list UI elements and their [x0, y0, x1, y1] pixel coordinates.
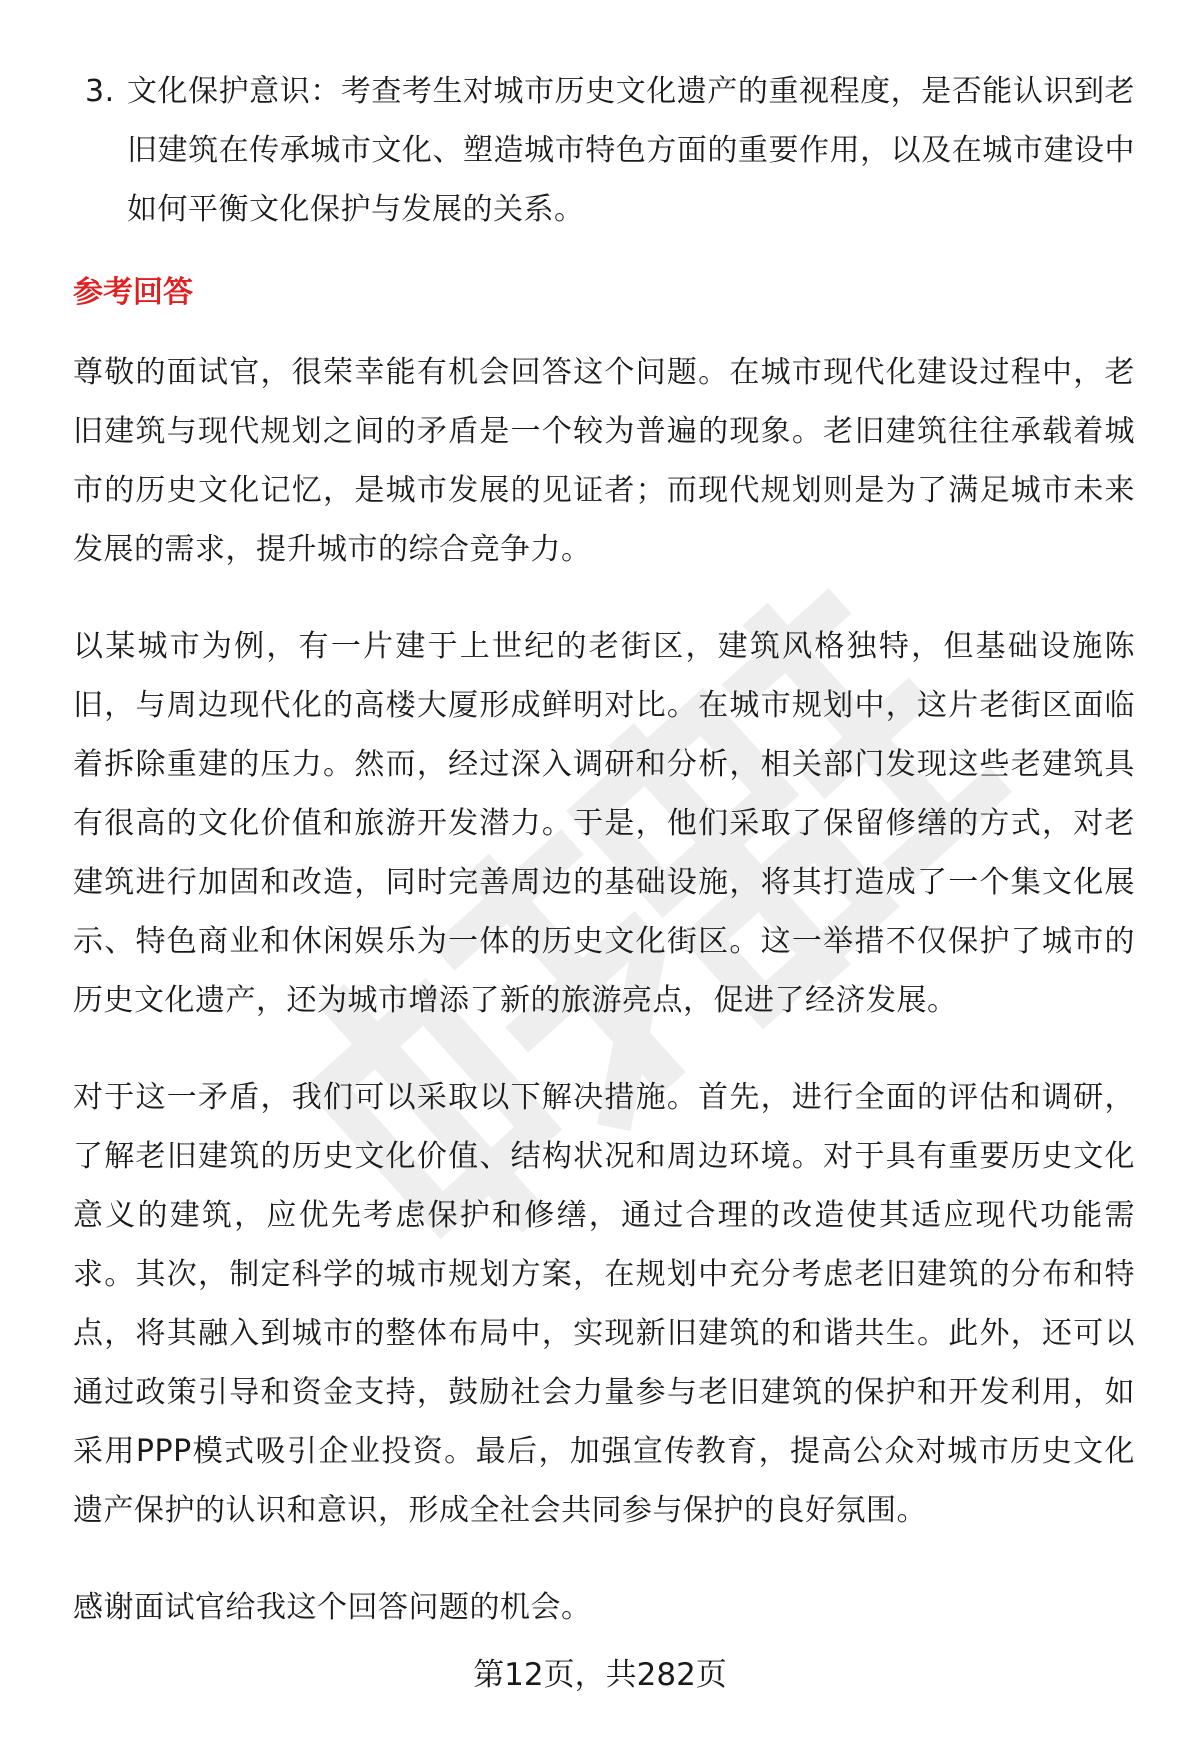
- numbered-list-item: [73, 62, 1135, 239]
- list-item-text: 文化保护意识：考查考生对城市历史文化遗产的重视程度，是否能认识到老旧建筑在传承城市文化、塑造城市特色方面的重要作用，以及在城市建设中如何平衡文化保护与发展的关系。: [127, 74, 1135, 227]
- paragraph-solutions: 对于这一矛盾，我们可以采取以下解决措施。首先，进行全面的评估和调研，了解老旧建筑的历史文化价值、结构状况和周边环境。对于具有重要历史文化意义的建筑，应优先考虑保护和修缮，通过合理的改造使其适应现代功能需求。其次，制定科学的城市规划方案，在规划中充分考虑老旧建筑的分布和特点，将其融入到城市的整体布局中，实现新旧建筑的和谐共生。此外，还可以通过政策引导和资金支持，鼓励社会力量参与老旧建筑的保护和开发利用，如采用PPP模式吸引企业投资。最后，加强宣传教育，提高公众对城市历史文化遗产保护的认识和意识，形成全社会共同参与保护的良好氛围。: [73, 1080, 1135, 1528]
- paragraph-example: 以某城市为例，有一片建于上世纪的老街区，建筑风格独特，但基础设施陈旧，与周边现代化的高楼大厦形成鲜明对比。在城市规划中，这片老街区面临着拆除重建的压力。然而，经过深入调研和分析，相关部门发现这些老建筑具有很高的文化价值和旅游开发潜力。于是，他们采取了保留修缮的方式，对老建筑进行加固和改造，同时完善周边的基础设施，将其打造成了一个集文化展示、特色商业和休闲娱乐为一体的历史文化街区。这一举措不仅保护了城市的历史文化遗产，还为城市增添了新的旅游亮点，促进了经济发展。: [73, 629, 1135, 1018]
- section-title-reference-answer: 参考回答: [73, 275, 193, 310]
- list-item-number: 3.: [85, 74, 115, 109]
- document-body: [73, 62, 1135, 1667]
- page-number-footer: 第12页，共282页: [473, 1657, 727, 1693]
- paragraph-closing: 感谢面试官给我这个回答问题的机会。: [73, 1590, 592, 1625]
- paragraph-intro: 尊敬的面试官，很荣幸能有机会回答这个问题。在城市现代化建设过程中，老旧建筑与现代规划之间的矛盾是一个较为普遍的现象。老旧建筑往往承载着城市的历史文化记忆，是城市发展的见证者；而现代规划则是为了满足城市未来发展的需求，提升城市的综合竞争力。: [73, 355, 1135, 567]
